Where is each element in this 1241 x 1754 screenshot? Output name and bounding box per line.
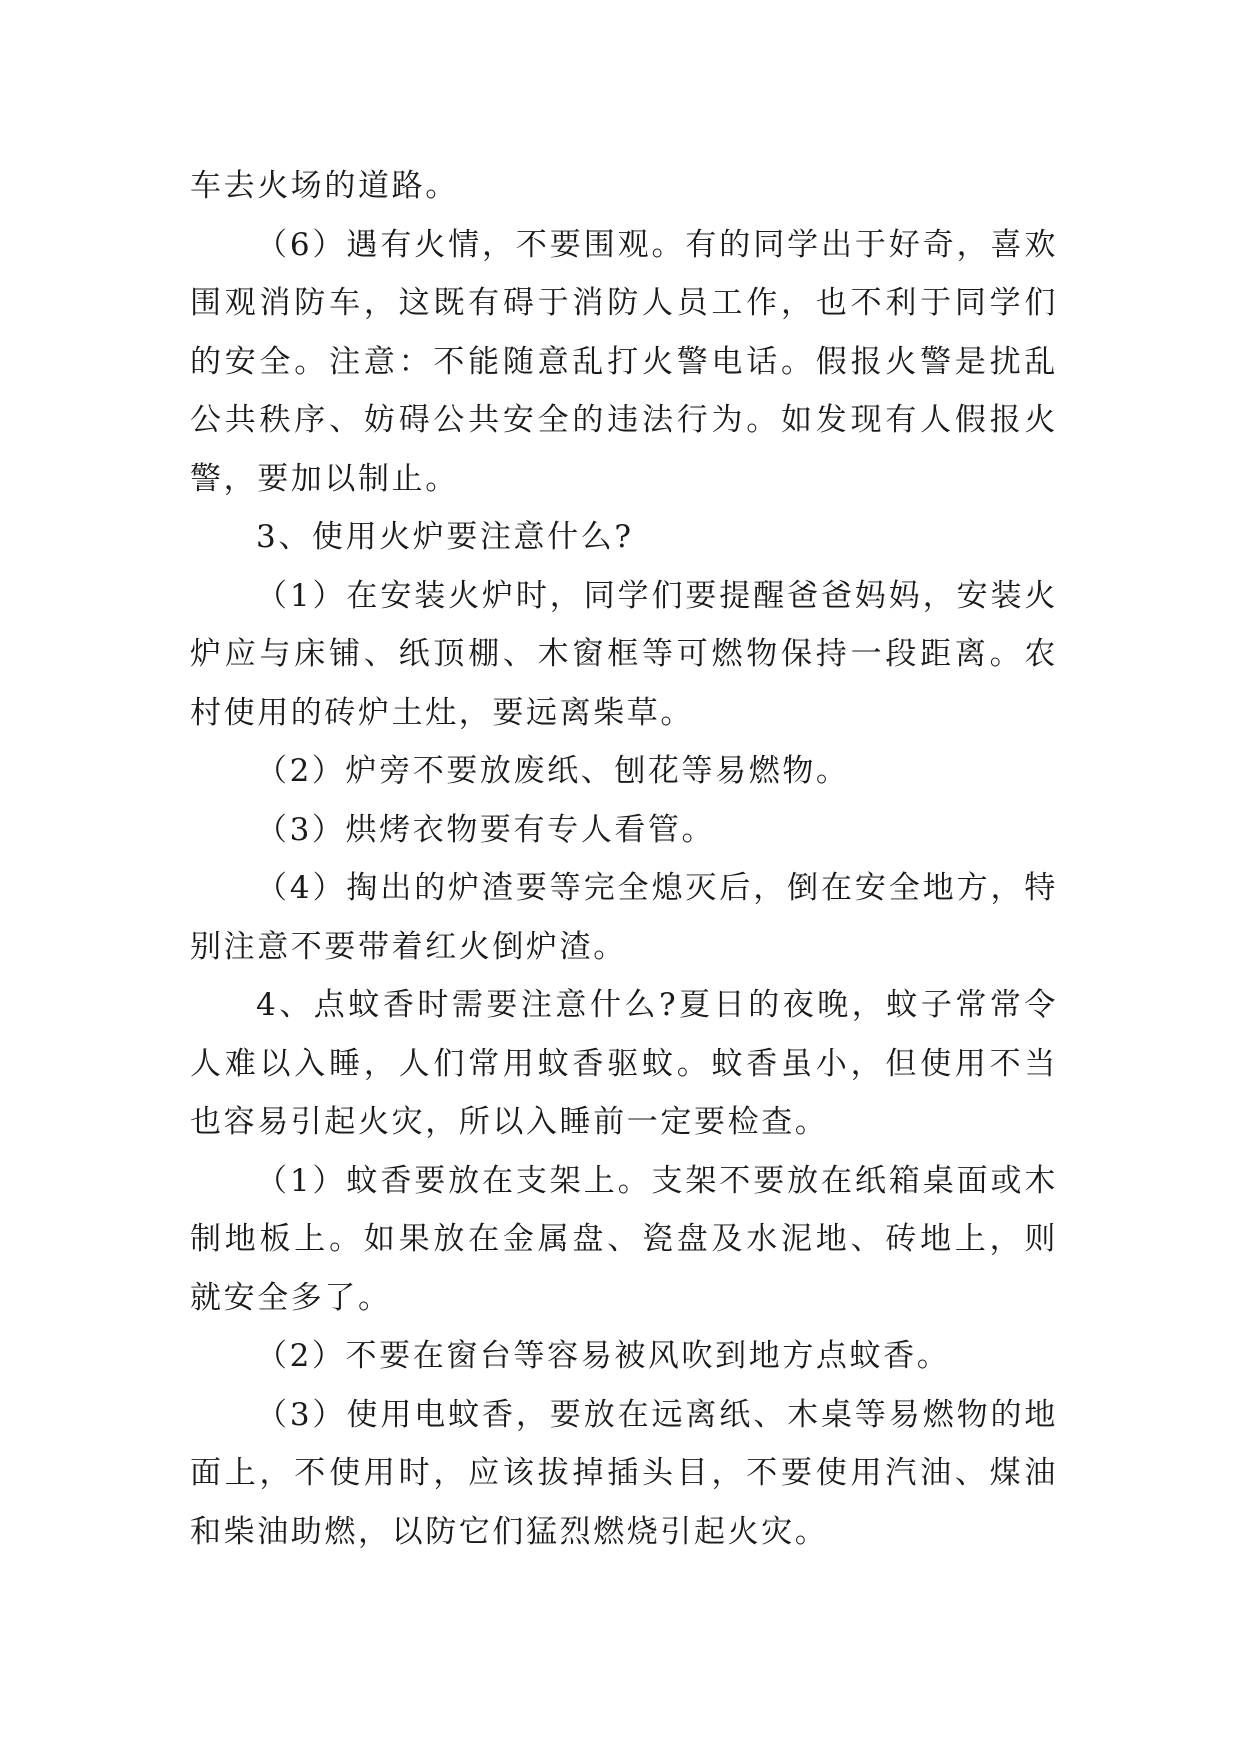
paragraph-item-3: （3）烘烤衣物要有专人看管。 [256,811,716,848]
paragraph-item-4: （4）掏出的炉渣要等完全熄灭后，倒在安全地方，特别注意不要带着红火倒炉渣。 [190,870,1058,965]
paragraph-continuation: 车去火场的道路。 [190,168,459,204]
section-heading-4: 4、点蚊香时需要注意什么?夏日的夜晚，蚊子常常令人难以入睡，人们常用蚊香驱蚊。蚊香虽小，但使用不当也容易引起火灾，所以入睡前一定要检查。 [190,987,1058,1140]
paragraph-item-1: （1）蚊香要放在支架上。支架不要放在纸箱桌面或木制地板上。如果放在金属盘、瓷盘及水泥地、砖地上，则就安全多了。 [190,1162,1058,1316]
paragraph-item-1: （1）在安装火炉时，同学们要提醒爸爸妈妈，安装火炉应与床铺、纸顶棚、木窗框等可燃物保持一段距离。农村使用的砖炉土灶，要远离柴草。 [190,577,1058,731]
paragraph-item-3: （3）使用电蚊香，要放在远离纸、木桌等易燃物的地面上，不使用时，应该拔掉插头目，不要使用汽油、煤油和柴油助燃，以防它们猛烈燃烧引起火灾。 [190,1396,1058,1550]
section-heading-3: 3、使用火炉要注意什么? [256,519,634,555]
paragraph-item-2: （2）炉旁不要放废纸、刨花等易燃物。 [256,753,850,789]
paragraph-item-6: （6）遇有火情，不要围观。有的同学出于好奇，喜欢围观消防车，这既有碍于消防人员工作，也不利于同学们的安全。注意：不能随意乱打火警电话。假报火警是扰乱公共秩序、妨碍公共安全的违法行为。如发现有人假报火警，要加以制止。 [190,226,1058,497]
document-body [190,157,1058,1561]
paragraph-item-2: （2）不要在窗台等容易被风吹到地方点蚊香。 [256,1338,951,1374]
